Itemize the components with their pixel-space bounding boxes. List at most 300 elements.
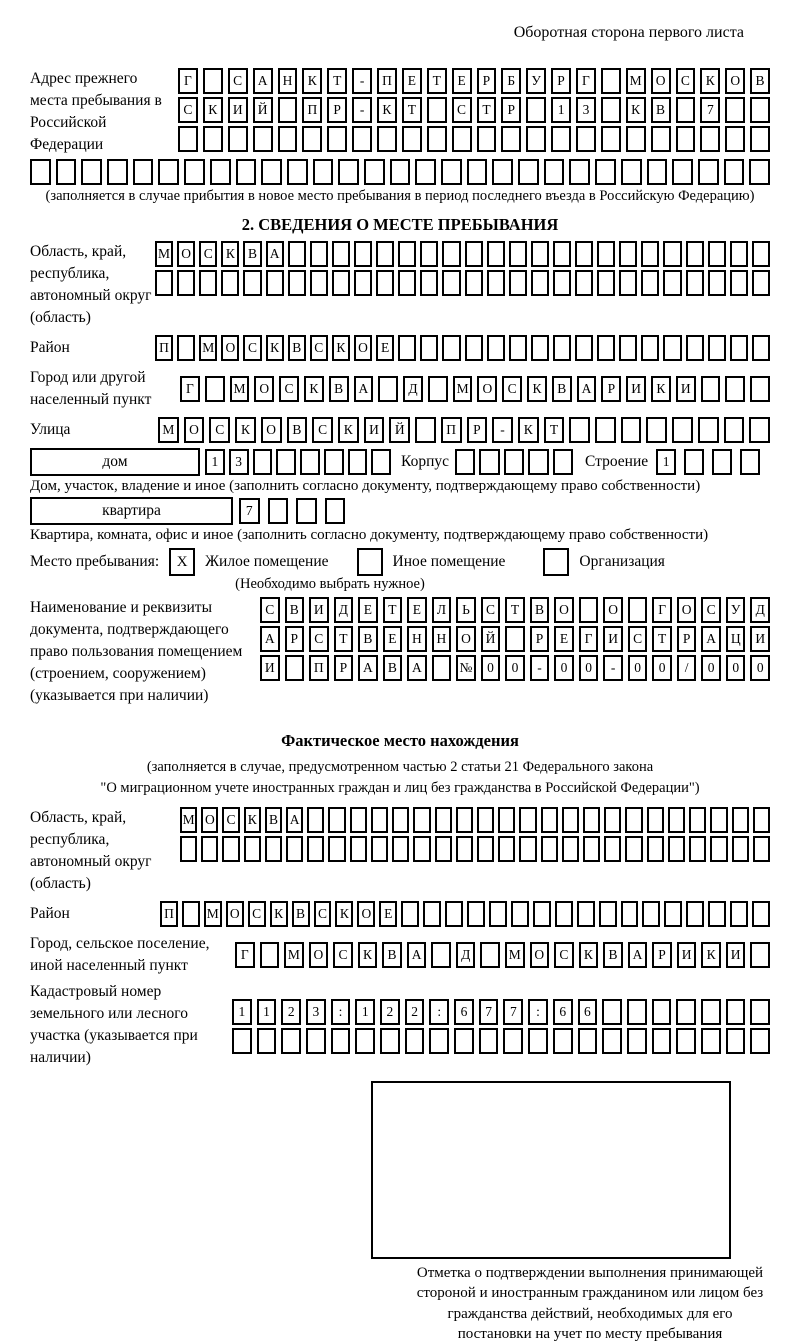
char-box[interactable] — [427, 97, 447, 123]
char-box[interactable]: В — [552, 376, 572, 402]
char-box[interactable] — [575, 270, 593, 296]
char-box[interactable] — [602, 999, 622, 1025]
char-box[interactable] — [686, 335, 704, 361]
char-box[interactable]: М — [505, 942, 525, 968]
char-box[interactable]: Г — [579, 626, 599, 652]
char-box[interactable]: М — [626, 68, 646, 94]
char-box[interactable] — [749, 159, 770, 185]
char-box[interactable]: О — [603, 597, 623, 623]
char-box[interactable] — [752, 241, 770, 267]
char-box[interactable] — [519, 836, 536, 862]
char-box[interactable] — [415, 159, 436, 185]
char-box[interactable]: В — [292, 901, 310, 927]
char-box[interactable] — [431, 942, 451, 968]
char-box[interactable] — [266, 270, 284, 296]
char-box[interactable] — [509, 241, 527, 267]
char-box[interactable]: С — [228, 68, 248, 94]
char-box[interactable] — [628, 597, 648, 623]
char-box[interactable] — [676, 126, 696, 152]
char-box[interactable]: Р — [467, 417, 488, 443]
char-box[interactable] — [601, 126, 621, 152]
char-box[interactable]: В — [530, 597, 550, 623]
char-box[interactable] — [465, 270, 483, 296]
char-box[interactable]: И — [726, 942, 746, 968]
char-box[interactable] — [477, 836, 494, 862]
char-box[interactable]: О — [456, 626, 476, 652]
char-box[interactable] — [348, 449, 368, 475]
char-box[interactable] — [257, 1028, 277, 1054]
char-box[interactable]: : — [528, 999, 548, 1025]
char-box[interactable]: Т — [383, 597, 403, 623]
char-box[interactable] — [700, 126, 720, 152]
char-box[interactable]: О — [357, 901, 375, 927]
char-box[interactable] — [641, 241, 659, 267]
char-box[interactable] — [244, 836, 261, 862]
char-box[interactable] — [726, 999, 746, 1025]
char-box[interactable] — [712, 449, 732, 475]
char-box[interactable]: Л — [432, 597, 452, 623]
char-box[interactable]: С — [178, 97, 198, 123]
char-box[interactable] — [413, 807, 430, 833]
char-box[interactable] — [332, 270, 350, 296]
char-box[interactable]: О — [354, 335, 372, 361]
char-box[interactable] — [376, 270, 394, 296]
char-box[interactable] — [511, 901, 529, 927]
char-box[interactable]: В — [265, 807, 282, 833]
char-box[interactable] — [232, 1028, 252, 1054]
char-box[interactable]: О — [309, 942, 329, 968]
char-box[interactable]: 7 — [700, 97, 720, 123]
char-box[interactable] — [158, 159, 179, 185]
char-box[interactable]: О — [201, 807, 218, 833]
char-box[interactable] — [268, 498, 289, 524]
char-box[interactable]: Р — [530, 626, 550, 652]
char-box[interactable]: О — [261, 417, 282, 443]
char-box[interactable] — [455, 449, 475, 475]
char-box[interactable] — [730, 901, 748, 927]
char-box[interactable] — [328, 836, 345, 862]
char-box[interactable] — [287, 159, 308, 185]
char-box[interactable]: Р — [327, 97, 347, 123]
char-box[interactable] — [686, 241, 704, 267]
char-box[interactable]: К — [203, 97, 223, 123]
char-box[interactable] — [732, 807, 749, 833]
char-box[interactable] — [222, 836, 239, 862]
char-box[interactable]: И — [364, 417, 385, 443]
char-box[interactable]: 1 — [205, 449, 225, 475]
char-box[interactable]: С — [628, 626, 648, 652]
char-box[interactable] — [526, 97, 546, 123]
char-box[interactable] — [604, 807, 621, 833]
char-box[interactable] — [575, 241, 593, 267]
char-box[interactable] — [155, 270, 173, 296]
char-box[interactable]: / — [677, 655, 697, 681]
char-box[interactable] — [676, 1028, 696, 1054]
char-box[interactable]: 3 — [306, 999, 326, 1025]
char-box[interactable]: № — [456, 655, 476, 681]
char-box[interactable] — [210, 159, 231, 185]
char-box[interactable]: О — [184, 417, 205, 443]
char-box[interactable] — [398, 335, 416, 361]
char-box[interactable]: Б — [501, 68, 521, 94]
char-box[interactable]: 0 — [554, 655, 574, 681]
char-box[interactable] — [625, 836, 642, 862]
char-box[interactable]: 0 — [481, 655, 501, 681]
char-box[interactable] — [199, 270, 217, 296]
char-box[interactable] — [354, 270, 372, 296]
char-box[interactable]: О — [725, 68, 745, 94]
char-box[interactable]: М — [199, 335, 217, 361]
char-box[interactable]: А — [354, 376, 374, 402]
stay-type-checkbox-organization[interactable] — [543, 548, 569, 576]
char-box[interactable] — [325, 498, 346, 524]
char-box[interactable] — [621, 417, 642, 443]
char-box[interactable] — [327, 126, 347, 152]
char-box[interactable]: К — [304, 376, 324, 402]
char-box[interactable]: К — [579, 942, 599, 968]
char-box[interactable] — [562, 836, 579, 862]
char-box[interactable]: А — [253, 68, 273, 94]
char-box[interactable] — [415, 417, 436, 443]
char-box[interactable]: Е — [452, 68, 472, 94]
char-box[interactable]: С — [310, 335, 328, 361]
char-box[interactable]: А — [286, 807, 303, 833]
char-box[interactable] — [398, 270, 416, 296]
char-box[interactable]: 6 — [578, 999, 598, 1025]
apartment-wide-box[interactable]: квартира — [30, 497, 233, 525]
char-box[interactable] — [518, 159, 539, 185]
char-box[interactable]: К — [358, 942, 378, 968]
char-box[interactable]: Е — [376, 335, 394, 361]
char-box[interactable] — [261, 159, 282, 185]
char-box[interactable]: В — [383, 655, 403, 681]
char-box[interactable]: Т — [544, 417, 565, 443]
char-box[interactable] — [641, 270, 659, 296]
char-box[interactable] — [579, 597, 599, 623]
char-box[interactable] — [708, 270, 726, 296]
char-box[interactable]: О — [530, 942, 550, 968]
char-box[interactable] — [752, 270, 770, 296]
char-box[interactable] — [749, 417, 770, 443]
char-box[interactable]: В — [358, 626, 378, 652]
char-box[interactable] — [619, 270, 637, 296]
char-box[interactable] — [467, 901, 485, 927]
char-box[interactable] — [505, 626, 525, 652]
char-box[interactable]: 2 — [405, 999, 425, 1025]
char-box[interactable]: 3 — [229, 449, 249, 475]
char-box[interactable] — [725, 376, 745, 402]
char-box[interactable] — [236, 159, 257, 185]
char-box[interactable]: Т — [402, 97, 422, 123]
char-box[interactable]: Г — [180, 376, 200, 402]
char-box[interactable]: С — [701, 597, 721, 623]
char-box[interactable]: Н — [278, 68, 298, 94]
char-box[interactable] — [597, 241, 615, 267]
char-box[interactable] — [364, 159, 385, 185]
char-box[interactable]: С — [248, 901, 266, 927]
char-box[interactable] — [427, 126, 447, 152]
char-box[interactable] — [350, 807, 367, 833]
char-box[interactable]: К — [332, 335, 350, 361]
char-box[interactable]: М — [284, 942, 304, 968]
char-box[interactable]: Р — [677, 626, 697, 652]
char-box[interactable]: С — [309, 626, 329, 652]
char-box[interactable] — [750, 97, 770, 123]
char-box[interactable]: Т — [505, 597, 525, 623]
char-box[interactable] — [371, 807, 388, 833]
char-box[interactable]: 0 — [628, 655, 648, 681]
char-box[interactable] — [676, 97, 696, 123]
char-box[interactable]: П — [302, 97, 322, 123]
char-box[interactable]: К — [651, 376, 671, 402]
char-box[interactable]: С — [452, 97, 472, 123]
char-box[interactable] — [352, 126, 372, 152]
char-box[interactable] — [730, 270, 748, 296]
char-box[interactable] — [201, 836, 218, 862]
char-box[interactable]: Д — [456, 942, 476, 968]
char-box[interactable] — [378, 376, 398, 402]
char-box[interactable]: С — [554, 942, 574, 968]
char-box[interactable]: К — [701, 942, 721, 968]
char-box[interactable] — [445, 901, 463, 927]
char-box[interactable] — [465, 335, 483, 361]
char-box[interactable] — [533, 901, 551, 927]
char-box[interactable]: 0 — [652, 655, 672, 681]
char-box[interactable]: К — [527, 376, 547, 402]
char-box[interactable] — [689, 807, 706, 833]
char-box[interactable] — [456, 836, 473, 862]
char-box[interactable] — [435, 836, 452, 862]
char-box[interactable] — [708, 241, 726, 267]
char-box[interactable] — [668, 807, 685, 833]
stay-type-checkbox-residential[interactable]: X — [169, 548, 195, 576]
char-box[interactable]: Е — [383, 626, 403, 652]
char-box[interactable]: В — [651, 97, 671, 123]
char-box[interactable] — [553, 241, 571, 267]
char-box[interactable] — [328, 807, 345, 833]
char-box[interactable] — [203, 126, 223, 152]
char-box[interactable]: М — [453, 376, 473, 402]
char-box[interactable] — [182, 901, 200, 927]
char-box[interactable] — [621, 159, 642, 185]
char-box[interactable]: М — [155, 241, 173, 267]
char-box[interactable] — [420, 270, 438, 296]
char-box[interactable]: О — [221, 335, 239, 361]
char-box[interactable]: : — [331, 999, 351, 1025]
char-box[interactable]: А — [577, 376, 597, 402]
char-box[interactable] — [595, 159, 616, 185]
char-box[interactable] — [487, 335, 505, 361]
char-box[interactable] — [302, 126, 322, 152]
char-box[interactable]: А — [407, 942, 427, 968]
char-box[interactable]: 0 — [726, 655, 746, 681]
char-box[interactable]: Д — [403, 376, 423, 402]
char-box[interactable] — [651, 126, 671, 152]
char-box[interactable]: А — [628, 942, 648, 968]
char-box[interactable] — [663, 335, 681, 361]
char-box[interactable]: 2 — [281, 999, 301, 1025]
char-box[interactable] — [498, 807, 515, 833]
char-box[interactable]: К — [377, 97, 397, 123]
char-box[interactable]: К — [266, 335, 284, 361]
char-box[interactable]: Д — [750, 597, 770, 623]
char-box[interactable]: Й — [481, 626, 501, 652]
char-box[interactable] — [732, 836, 749, 862]
char-box[interactable] — [663, 270, 681, 296]
char-box[interactable]: Р — [501, 97, 521, 123]
char-box[interactable]: М — [158, 417, 179, 443]
char-box[interactable] — [528, 449, 548, 475]
char-box[interactable] — [577, 901, 595, 927]
char-box[interactable]: Ь — [456, 597, 476, 623]
char-box[interactable] — [313, 159, 334, 185]
char-box[interactable]: Г — [652, 597, 672, 623]
char-box[interactable] — [456, 807, 473, 833]
char-box[interactable] — [672, 159, 693, 185]
char-box[interactable] — [724, 159, 745, 185]
char-box[interactable] — [531, 270, 549, 296]
char-box[interactable]: К — [700, 68, 720, 94]
char-box[interactable]: К — [244, 807, 261, 833]
char-box[interactable] — [599, 901, 617, 927]
char-box[interactable] — [203, 68, 223, 94]
char-box[interactable] — [541, 807, 558, 833]
char-box[interactable] — [641, 335, 659, 361]
char-box[interactable] — [689, 836, 706, 862]
char-box[interactable] — [221, 270, 239, 296]
char-box[interactable] — [752, 335, 770, 361]
char-box[interactable]: В — [288, 335, 306, 361]
char-box[interactable] — [625, 807, 642, 833]
char-box[interactable] — [376, 241, 394, 267]
char-box[interactable] — [392, 807, 409, 833]
char-box[interactable]: 1 — [656, 449, 676, 475]
char-box[interactable] — [428, 376, 448, 402]
char-box[interactable] — [646, 417, 667, 443]
char-box[interactable] — [753, 836, 770, 862]
char-box[interactable] — [701, 1028, 721, 1054]
char-box[interactable]: А — [407, 655, 427, 681]
char-box[interactable] — [477, 807, 494, 833]
char-box[interactable] — [228, 126, 248, 152]
char-box[interactable] — [81, 159, 102, 185]
char-box[interactable] — [178, 126, 198, 152]
char-box[interactable]: Р — [285, 626, 305, 652]
char-box[interactable]: : — [429, 999, 449, 1025]
char-box[interactable] — [133, 159, 154, 185]
char-box[interactable] — [575, 335, 593, 361]
char-box[interactable] — [442, 270, 460, 296]
char-box[interactable] — [405, 1028, 425, 1054]
char-box[interactable]: Й — [253, 97, 273, 123]
char-box[interactable]: Р — [334, 655, 354, 681]
char-box[interactable] — [454, 1028, 474, 1054]
char-box[interactable]: С — [260, 597, 280, 623]
char-box[interactable] — [276, 449, 296, 475]
char-box[interactable]: К — [235, 417, 256, 443]
char-box[interactable] — [177, 270, 195, 296]
char-box[interactable] — [583, 836, 600, 862]
char-box[interactable] — [647, 807, 664, 833]
char-box[interactable]: М — [180, 807, 197, 833]
char-box[interactable]: 0 — [579, 655, 599, 681]
char-box[interactable]: Ц — [726, 626, 746, 652]
stamp-box[interactable] — [371, 1081, 731, 1259]
char-box[interactable]: С — [199, 241, 217, 267]
char-box[interactable] — [480, 942, 500, 968]
char-box[interactable] — [562, 807, 579, 833]
char-box[interactable]: К — [302, 68, 322, 94]
char-box[interactable]: Е — [379, 901, 397, 927]
char-box[interactable]: С — [209, 417, 230, 443]
char-box[interactable] — [331, 1028, 351, 1054]
char-box[interactable]: Г — [576, 68, 596, 94]
char-box[interactable] — [265, 836, 282, 862]
char-box[interactable] — [392, 836, 409, 862]
char-box[interactable] — [487, 270, 505, 296]
char-box[interactable]: - — [492, 417, 513, 443]
char-box[interactable]: 0 — [505, 655, 525, 681]
char-box[interactable]: О — [554, 597, 574, 623]
char-box[interactable] — [710, 807, 727, 833]
char-box[interactable] — [442, 335, 460, 361]
char-box[interactable] — [710, 836, 727, 862]
char-box[interactable]: 3 — [576, 97, 596, 123]
char-box[interactable]: К — [338, 417, 359, 443]
char-box[interactable]: А — [701, 626, 721, 652]
char-box[interactable] — [288, 270, 306, 296]
char-box[interactable] — [725, 97, 745, 123]
char-box[interactable] — [686, 270, 704, 296]
char-box[interactable] — [288, 241, 306, 267]
char-box[interactable]: В — [285, 597, 305, 623]
char-box[interactable]: 1 — [257, 999, 277, 1025]
char-box[interactable]: Е — [554, 626, 574, 652]
char-box[interactable] — [664, 901, 682, 927]
char-box[interactable] — [477, 126, 497, 152]
char-box[interactable]: - — [530, 655, 550, 681]
char-box[interactable] — [652, 999, 672, 1025]
char-box[interactable] — [730, 335, 748, 361]
char-box[interactable] — [402, 126, 422, 152]
char-box[interactable] — [401, 901, 419, 927]
char-box[interactable] — [753, 807, 770, 833]
char-box[interactable] — [307, 836, 324, 862]
char-box[interactable] — [526, 126, 546, 152]
char-box[interactable]: 6 — [454, 999, 474, 1025]
char-box[interactable]: С — [333, 942, 353, 968]
char-box[interactable]: П — [155, 335, 173, 361]
char-box[interactable]: Р — [477, 68, 497, 94]
char-box[interactable] — [243, 270, 261, 296]
char-box[interactable] — [621, 901, 639, 927]
char-box[interactable]: Е — [407, 597, 427, 623]
char-box[interactable] — [597, 270, 615, 296]
char-box[interactable] — [479, 1028, 499, 1054]
char-box[interactable] — [253, 449, 273, 475]
char-box[interactable]: Г — [178, 68, 198, 94]
char-box[interactable]: Т — [334, 626, 354, 652]
char-box[interactable] — [601, 68, 621, 94]
char-box[interactable] — [423, 901, 441, 927]
char-box[interactable] — [541, 836, 558, 862]
char-box[interactable] — [504, 449, 524, 475]
char-box[interactable]: К — [221, 241, 239, 267]
char-box[interactable]: И — [309, 597, 329, 623]
char-box[interactable]: - — [352, 68, 372, 94]
char-box[interactable] — [642, 901, 660, 927]
char-box[interactable] — [531, 241, 549, 267]
